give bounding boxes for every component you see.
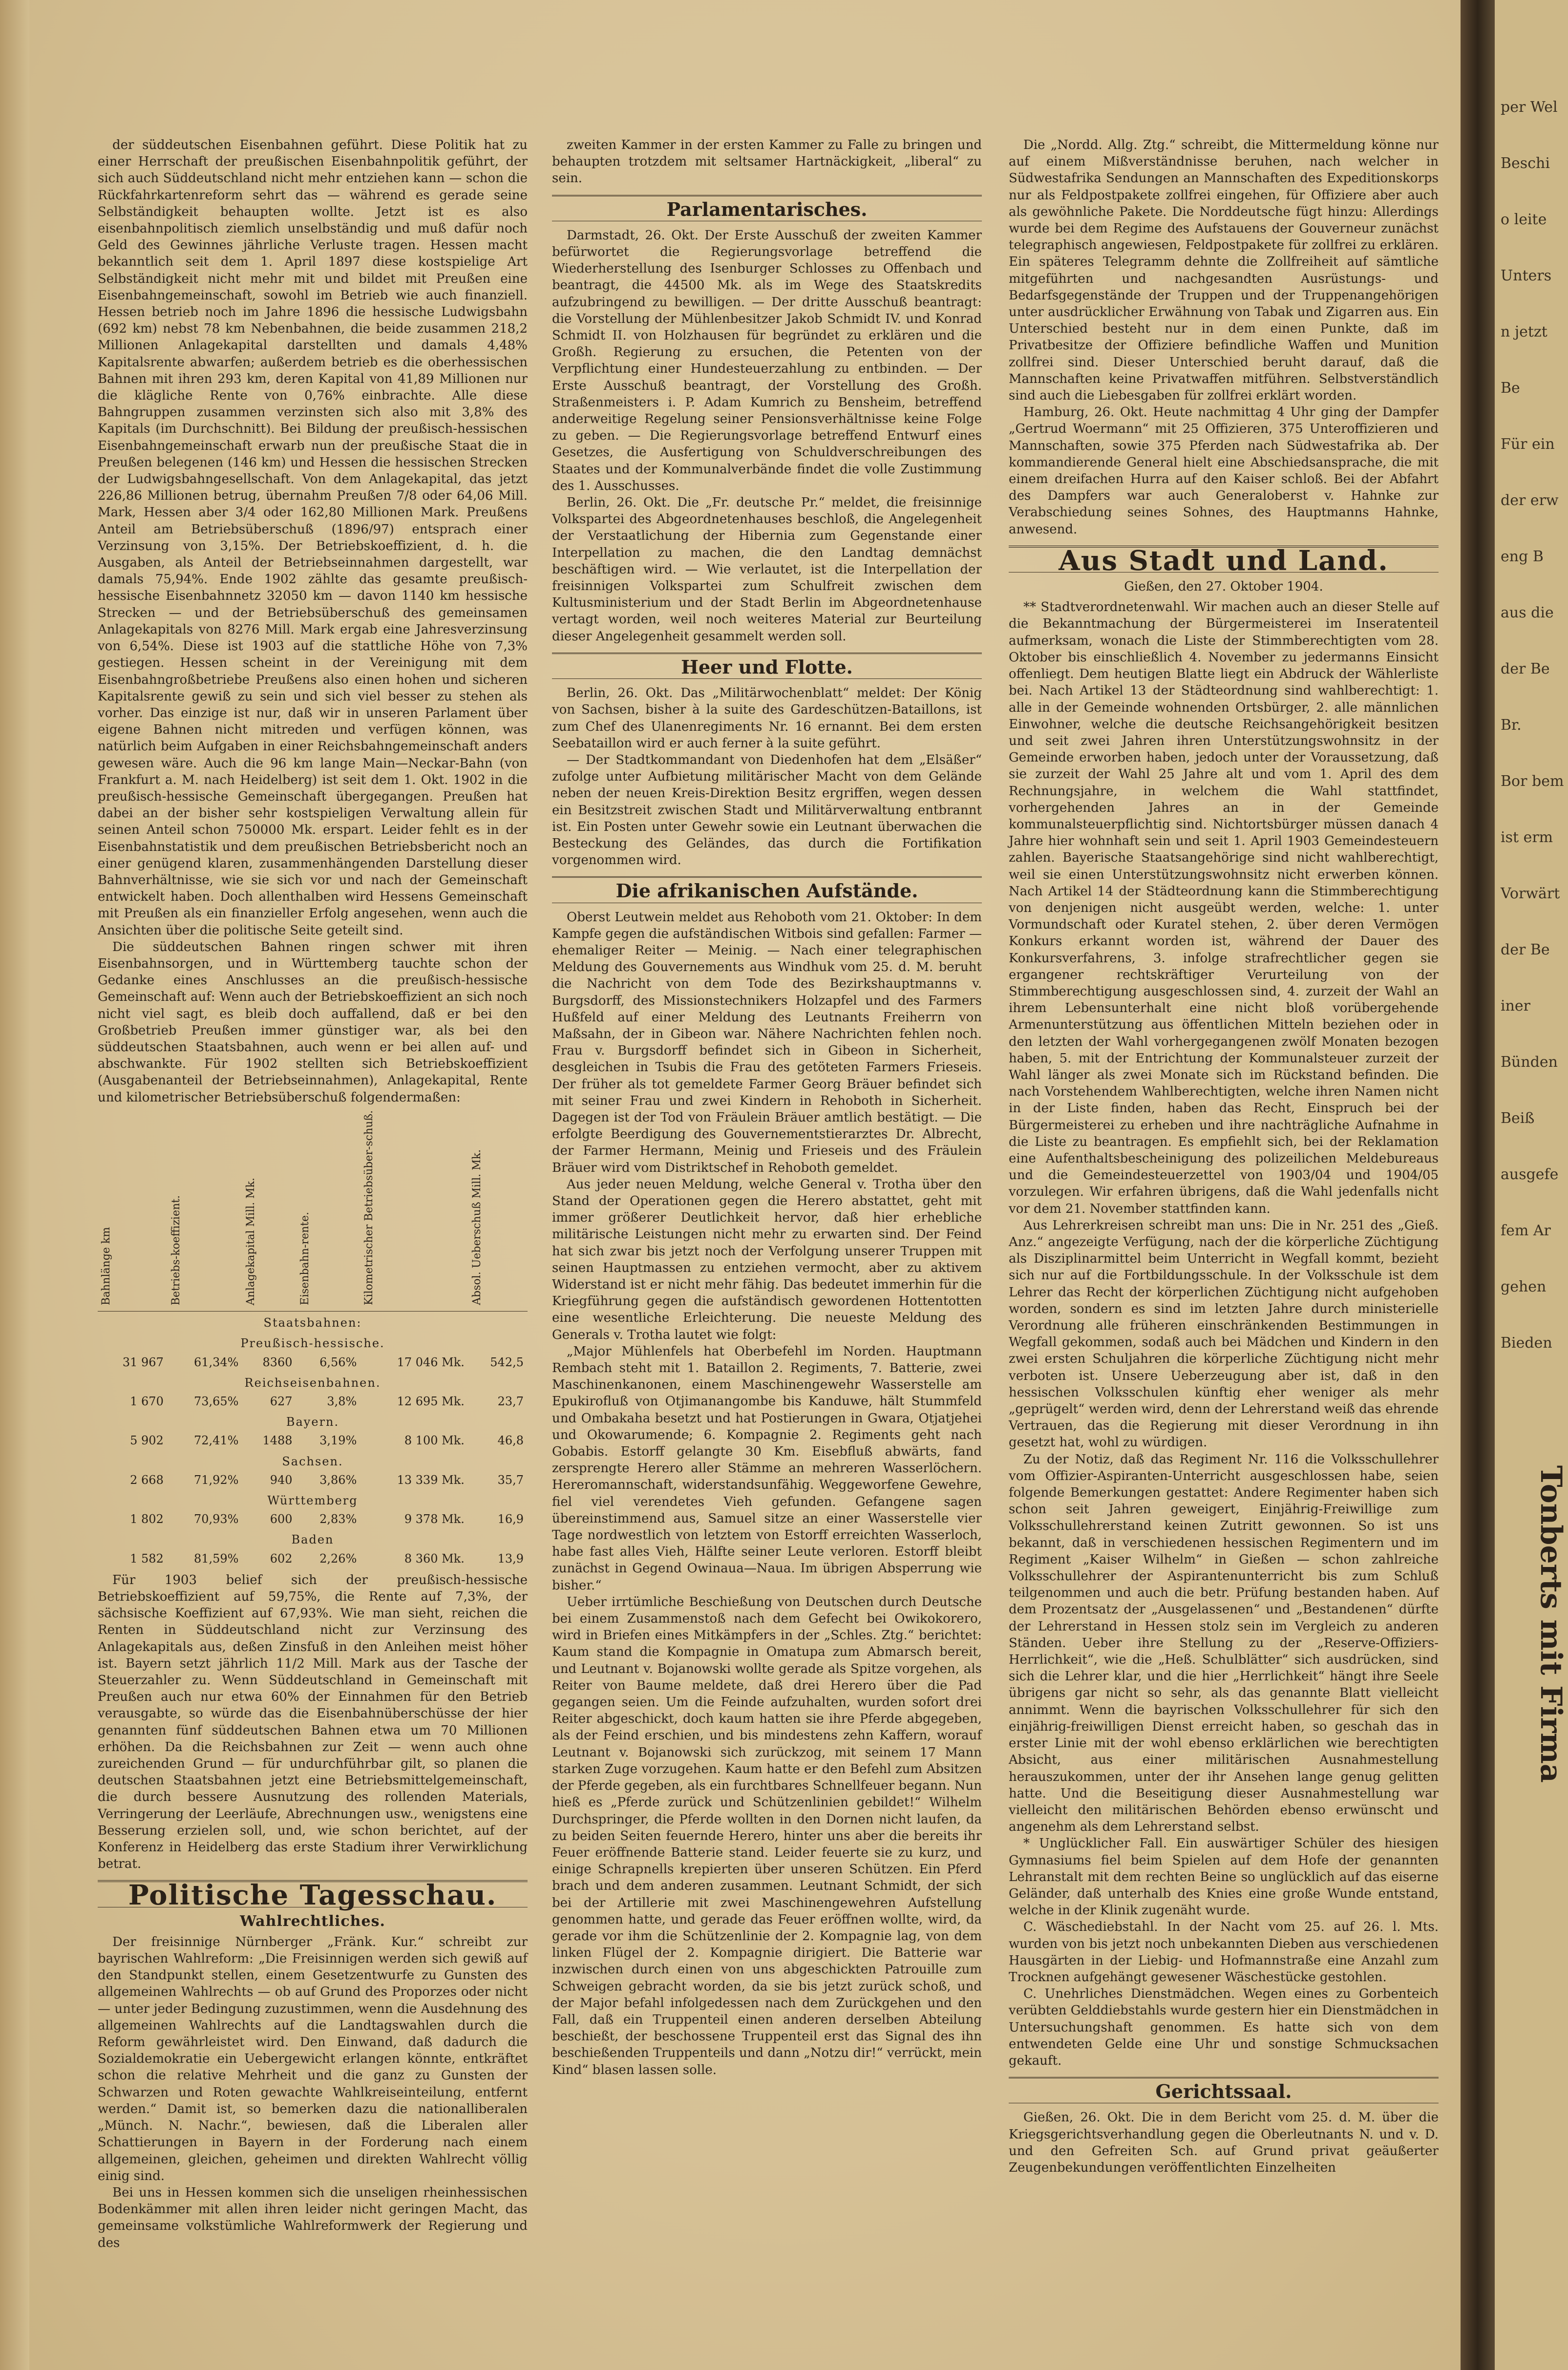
article-paragraph: „Major Mühlenfels hat Oberbefehl im Norden. Hauptmann Rembach steht mit 1. Bataillon 2. Regiments, 7. Batterie, zwei Maschinenkanonen, einem Maschinengewehr Wasserstelle am Epukirofluß von Otjimanangombe bis Kanduwe, hält Stummfeld und Ombakaha besetzt und hat Postierungen in Gwara, Otjatjehei und Okowarumende; 6. Kompagnie 2. Regiments geht nach Gobabis. Estorff gelangte 30 Km. Eisebfluß abwärts, fand zersprengte Herero aller Stämme an mehreren Wasserlöchern. Hereromannschaft, widerstandsunfähig. Weggeworfene Gewehre, fiel viel verendetes Vieh gefunden. Gefangene sagen übereinstimmend aus, Samuel sitze an einer Wasserstelle vier Tage nordwestlich von letztem von Estorff erreichten Wasserloch, habe fast alles Vieh, Hälfte seiner Leute verloren. Estorff bleibt zunächst in Gegend Owinaua—Naua. Im übrigen Absperrung wie bisher.“ <box>552 1344 982 1593</box>
table-cell: 35,7 <box>497 1473 524 1487</box>
article-paragraph: Aus Lehrerkreisen schreibt man uns: Die in Nr. 251 des „Gieß. Anz.“ angezeigte Verfügung, nach der die körperliche Züchtigung als Disziplinarmittel beim Unterricht in Wegfall kommt, bezieht sich nur auf die Fortbildungsschule. In der Volksschule ist dem Lehrer das Recht der körperlichen Züchtigung nicht aufgehoben worden, sondern es sind im letzten Jahre durch ministerielle Verordnung alle früheren einschränkenden Bestimmungen in Wegfall gekommen, sodaß auch bei Mädchen und Kindern in den zwei ersten Schuljahren die körperliche Züchtigung nicht mehr verboten ist. Unsere Ueberzeugung aber ist, daß in den hessischen Volksschulen künftig eher weniger als mehr „geprügelt“ werden wird, denn der Lehrerstand weiß das ehrende Vertrauen, das die Regierung mit dieser Verordnung in ihn gesetzt hat, wohl zu würdigen. <box>1009 1218 1439 1450</box>
section-heading-african-uprisings: Die afrikanischen Aufstände. <box>552 876 982 903</box>
article-paragraph: Bei uns in Hessen kommen sich die unseligen rheinhessischen Bodenkämmer mit allen ihren leider nicht geringen Macht, das gemeinsame volkstümliche Wahlreformwerk der Regierung und des <box>98 2185 528 2250</box>
adjacent-page-fragment: aus die <box>1501 604 1554 621</box>
table-cell: 8360 <box>262 1355 293 1369</box>
table-group-label: Preußisch-hessische. <box>240 1336 385 1351</box>
table-cell: 16,9 <box>497 1512 524 1526</box>
table-row <box>98 1392 528 1411</box>
table-cell: 9 378 Mk. <box>404 1512 465 1526</box>
table-cell: 1 670 <box>130 1394 164 1408</box>
table-cell: 3,86% <box>319 1473 357 1487</box>
adjacent-page-fragment: der erw <box>1501 492 1559 509</box>
book-binding-gutter <box>1461 0 1495 2370</box>
article-paragraph: Der freisinnige Nürnberger „Fränk. Kur.“ schreibt zur bayrischen Wahlreform: „Die Freisinnigen werden sich gewiß auf den Standpunkt stellen, einem Gesetzentwurfe zu Gunsten des allgemeinen Wahlrechts — ob auf Grund des Proporzes oder nicht — unter jeder Bedingung zuzustimmen, wenn die Ausdehnung des allgemeinen Wahlrechts auf die Landtagswahlen durch die Reform gewährleistet wird. Den Einwand, daß dadurch die Sozialdemokratie ein Uebergewicht erlangen könnte, entkräftet schon die relative Mehrheit und die ganz zu Gunsten der Schwarzen und Roten gewachte Wahlkreiseinteilung, entfernt werden.“ Damit ist, so bemerken dazu die nationalliberalen „Münch. N. Nachr.“, bewiesen, daß die Liberalen aller Schattierungen in Bayern in der Forderung nach einem allgemeinen, gleichen, geheimen und direkten Wahlrecht völlig einig sind. <box>98 1934 528 2183</box>
article-paragraph: C. Wäschediebstahl. In der Nacht vom 25. auf 26. l. Mts. wurden von bis jetzt noch unbekannten Dieben aus verschiedenen Hausgärten in der Liebig- und Hofmannstraße eine Anzahl zum Trocknen aufgehängt gewesener Wäschestücke gestohlen. <box>1009 1920 1439 1985</box>
table-cell: 6,56% <box>319 1355 357 1369</box>
article-paragraph: Hamburg, 26. Okt. Heute nachmittag 4 Uhr ging der Dampfer „Gertrud Woermann“ mit 25 Offizieren, 375 Unteroffizieren und Mannschaften, sowie 375 Pferden nach Südwestafrika ab. Der kommandierende General hielt eine Abschiedsansprache, die mit einem dreifachen Hurra auf den Kaiser schloß. Bei der Abfahrt des Dampfers war auch Generaloberst v. Hahnke zur Verabschiedung seines Sohnes, des Hauptmanns Hahnke, anwesend. <box>1009 405 1439 537</box>
article-paragraph: Berlin, 26. Okt. Die „Fr. deutsche Pr.“ meldet, die freisinnige Volkspartei des Abgeordnetenhauses beschloß, die Angelegenheit der Verstaatlichung der Hibernia zum Gegenstande einer Interpellation zu machen, die den Landtag demnächst beschäftigen wird. — Wie verlautet, ist die Interpellation der freisinnigen Volkspartei zum Schulfreit zwischen dem Kultusministerium und der Stadt Berlin im Abgeordnetenhause vertagt worden, weil noch weiteres Material zur Beurteilung dieser Angelegenheit gesammelt werden soll. <box>552 495 982 644</box>
table-cell: 23,7 <box>497 1394 524 1408</box>
table-row <box>98 1431 528 1450</box>
table-cell: 72,41% <box>193 1434 239 1448</box>
page-edge-left <box>0 0 29 2370</box>
article-paragraph: — Der Stadtkommandant von Diedenhofen hat dem „Elsäßer“ zufolge unter Aufbietung militärischer Macht von dem Gelände neben der neuen Kreis-Direktion Besitz ergriffen, wegen dessen ein Besitzstreit zwischen Stadt und Militärverwaltung entbrannt ist. Ein Posten unter Gewehr sowie ein Leutnant überwachen die Besteckung des Geländes, das durch die Fortifikation vorgenommen wird. <box>552 752 982 868</box>
adjacent-page-fragment: Unters <box>1501 267 1552 284</box>
table-cell: 940 <box>270 1473 293 1487</box>
table-cell: 31 967 <box>122 1355 164 1369</box>
table-header: Eisenbahn-rente. <box>298 1211 311 1305</box>
section-heading-city-country: Aus Stadt und Land. <box>1009 546 1439 572</box>
table-cell: 1488 <box>262 1434 293 1448</box>
table-title: Staatsbahnen: <box>263 1316 362 1330</box>
adjacent-page-fragment: der Be <box>1501 941 1550 958</box>
adjacent-page-vertical-heading: Tonberts mit Firma <box>1534 1465 1568 1783</box>
table-cell: 12 695 Mk. <box>397 1394 465 1408</box>
article-railway-paragraph: Die süddeutschen Bahnen ringen schwer mit ihren Eisenbahnsorgen, und in Württemberg tauchte schon der Gedanke eines Anschlusses an die preußisch-hessische Gemeinschaft auf: Wenn auch der Betriebskoeffizient an sich noch nicht viel sagt, es bleib doch auffallend, daß er bei den Großbetrieb Preußen immer günstiger war, als bei den süddeutschen Staatsbahnen, auch wenn er bei allen auf- und abschwankte. Für 1902 stellten sich Betriebskoeffizient (Ausgabenanteil der Betriebseinnahmen), Anlagekapital, Rente und kilometrischer Betriebsüberschuß folgendermaßen: <box>98 939 528 1105</box>
table-group-label: Reichseisenbahnen. <box>244 1375 381 1390</box>
table-cell: 600 <box>270 1512 293 1526</box>
adjacent-page-fragment: n jetzt <box>1501 323 1547 340</box>
table-header: Bahnlänge km <box>100 1227 112 1305</box>
adjacent-page-fragment: Bünden <box>1501 1054 1558 1071</box>
table-cell: 61,34% <box>193 1355 239 1369</box>
table-cell: 2,26% <box>319 1551 357 1566</box>
table-cell: 8 360 Mk. <box>404 1551 465 1566</box>
table-cell: 5 902 <box>130 1434 164 1448</box>
article-paragraph: * Unglücklicher Fall. Ein auswärtiger Schüler des hiesigen Gymnasiums fiel beim Spielen auf dem Hofe der genannten Lehranstalt mit dem rechten Beine so unglücklich auf das eiserne Geländer, daß unterhalb des Knies eine große Wunde entstand, welche in der Klinik zugenäht wurde. <box>1009 1836 1439 1918</box>
table-cell: 13,9 <box>497 1551 524 1566</box>
table-cell: 1 802 <box>130 1512 164 1526</box>
table-cell: 2 668 <box>130 1473 164 1487</box>
column-1 <box>98 137 528 2251</box>
article-paragraph: Die „Nordd. Allg. Ztg.“ schreibt, die Mittermeldung könne nur auf einem Mißverständnisse beruhen, nach welcher in Südwestafrika Sendungen an Mannschaften des Expeditionskorps nur als Feldpostpakete zollfrei eingehen, für Offiziere aber auch als gewöhnliche Pakete. Die Norddeutsche fügt hinzu: Allerdings wurde bei dem Regime des Aufstauens der Gouverneur zunächst telegraphisch angewiesen, Feldpostpakete für zollfrei zu erklären. Ein späteres Telegramm dehnte die Zollfreiheit auf sämtliche mitgeführten und nachgesandten Ausrüstungs- und Bedarfsgegenstände der Truppen und der Truppenangehörigen unter ausdrücklicher Erwähnung von Tabak und Zigarren aus. Ein Unterschied besteht nur in dem einen Punkte, daß im Privatbesitze der Offiziere befindliche Waffen und Munition zollfrei sind. Dieser Unterschied beruht darauf, daß die Mannschaften keine Privatwaffen mitführen. Selbstverständlich sind auch die Liebesgaben für zollfrei erklärt worden. <box>1009 138 1439 403</box>
adjacent-page-fragment: o leite <box>1501 211 1547 228</box>
table-cell: 627 <box>270 1394 293 1408</box>
table-cell: 602 <box>270 1551 293 1566</box>
table-cell: 70,93% <box>193 1512 239 1526</box>
adjacent-page-fragment: gehen <box>1501 1278 1547 1295</box>
table-header: Anlagekapital Mill. Mk. <box>245 1177 257 1305</box>
table-cell: 13 339 Mk. <box>397 1473 465 1487</box>
adjacent-page-fragment: Für ein <box>1501 436 1555 453</box>
section-heading-court: Gerichtssaal. <box>1009 2077 1439 2103</box>
dateline: Gießen, den 27. Oktober 1904. <box>1124 579 1323 594</box>
subheading-wahlrecht: Wahlrechtliches. <box>240 1912 385 1930</box>
article-paragraph: zweiten Kammer in der ersten Kammer zu Falle zu bringen und behaupten trotzdem mit seltsamer Hartnäckigkeit, „liberal“ zu sein. <box>552 138 982 186</box>
adjacent-page-fragment: Vorwärt <box>1501 885 1560 902</box>
article-paragraph: Berlin, 26. Okt. Das „Militärwochenblatt“ meldet: Der König von Sachsen, bisher à la suite des Gardeschützen-Bataillons, ist zum Chef des Ulanenregiments Nr. 16 ernannt. Bei dem ersten Seebataillon wird er auch ferner à la suite geführt. <box>552 686 982 751</box>
article-paragraph: Aus jeder neuen Meldung, welche General v. Trotha über den Stand der Operationen gegen die Herero abstattet, geht mit immer größerer Deutlichkeit hervor, daß hier erhebliche militärische Leistungen nicht mehr zu erwarten sind. Der Feind hat sich zwar bis jetzt noch der Verfolgung unserer Truppen mit seinen Hauptmassen zu entziehen vermocht, aber zu aktivem Widerstand ist er nicht mehr fähig. Das bedeutet immerhin für die Kriegführung gegen die aufständisch gewordenen Hottentotten eine wesentliche Erleichterung. Die neueste Meldung des Generals v. Trotha lautet wie folgt: <box>552 1177 982 1342</box>
article-railway-paragraph: der süddeutschen Eisenbahnen geführt. Diese Politik hat zu einer Herrschaft der preußischen Eisenbahnpolitik geführt, der sich auch Süddeutschland nicht mehr entziehen kann — schon die Rückfahrkartenreform sehrt das — während es gerade seine Selbständigkeit behaupten wollte. Jetzt ist es also eisenbahnpolitisch ziemlich unselbständig und muß dafür noch Geld des Gewinnes jährliche Verluste tragen. Hessen macht bekanntlich seit dem 1. April 1897 diese kostspielige Art Selbständigkeit nicht mehr mit und bildet mit Preußen eine Eisenbahngemeinschaft, sowohl im Betrieb wie auch finanziell. Hessen betrieb noch im Jahre 1896 die hessische Ludwigsbahn (692 km) nebst 78 km Nebenbahnen, die beide zusammen 218,2 Millionen Anlagekapital darstellten und damals 4,48% Kapitalsrente abwarfen; außerdem betrieb es die oberhessischen Bahnen mit ihren 293 km, deren Kapital von 41,89 Millionen nur die klägliche Rente von 0,76% einbrachte. Alle diese Bahngruppen zusammen verzinsten sich also mit 3,8% des Kapitals (im Durchschnitt). Bei Bildung der preußisch-hessischen Eisenbahngemeinschaft erwarb nun der preußische Staat die in Preußen belegenen (146 km) und Hessen die hessischen Strecken der Ludwigsbahngesellschaft. Von dem Anlagekapital, das jetzt 226,86 Millionen betrug, übernahm Preußen 7/8 oder 64,06 Mill. Mark, Hessen aber 3/4 oder 162,80 Millionen Mark. Preußens Anteil am Betriebsüberschuß (1896/97) entsprach einer Verzinsung von 3,15%. Der Betriebskoeffizient, d. h. die Ausgaben, als Anteil der Betriebseinnahmen dargestellt, war damals 75,94%. Ende 1902 zählte das gesamte preußisch-hessische Eisenbahnnetz 32050 km — davon 1140 km hessische Strecken — und der Betriebsüberschuß des gemeinsamen Anlagekapitals von 8276 Mill. Mark ergab eine Jahresverzinsung von 6,54%. Diese ist 1903 auf die stattliche Höhe von 7,3% gestiegen. Hessen scheint in der Vereinigung mit dem Eisenbahngroßbetriebe Preußens also einen hohen und sicheren Kapitalsrente gewiß zu sein und sich viel besser zu stehen als vorher. Das einzige ist nur, daß wir in unseren Parlament über eigene Bahnen nicht mitreden und verfügen können, was natürlich beim Aufgaben in einer Reichsbahngemeinschaft anders gewesen wäre. Auch die 96 km lange Main—Neckar-Bahn (von Frankfurt a. M. nach Heidelberg) ist seit dem 1. Okt. 1902 in die preußisch-hessische Gemeinschaft übergegangen. Preußen hat dabei an der bisher sehr kostspieligen Verwaltung allein für seinen Anteil schon 750000 Mk. erspart. Leider fehlt es in der Eisenbahnstatistik und dem preußischen Betriebsbericht noch an einer genügend klaren, zusammenhängenden Darstellung dieser Bahnverhältnisse, wie sie sich vor und nach der Gemeinschaft entwickelt haben. Doch allenthalben wird Hessens Gemeinschaft mit Preußen als ein finanzieller Erfolg angesehen, wenn auch die Ansichten über die politische Seite geteilt sind. <box>98 138 528 938</box>
table-row <box>98 1353 528 1372</box>
table-row <box>98 1510 528 1528</box>
table-cell: 3,8% <box>327 1394 357 1408</box>
table-cell: 71,92% <box>193 1473 239 1487</box>
table-cell: 1 582 <box>130 1551 164 1566</box>
table-group-label: Bayern. <box>286 1415 339 1429</box>
article-paragraph: Gießen, 26. Okt. Die in dem Bericht vom 25. d. M. über die Kriegsgerichtsverhandlung gegen die Oberleutnants N. und v. D. und den Gefreiten Sch. auf Grund privat geäußerter Zeugenbekundungen veröffentlichten Einzelheiten <box>1009 2110 1439 2175</box>
table-cell: 81,59% <box>193 1551 239 1566</box>
article-paragraph: C. Unehrliches Dienstmädchen. Wegen eines zu Gorbenteich verübten Gelddiebstahls wurde gestern hier ein Dienstmädchen in Untersuchungshaft genommen. Es hatte sich von dem entwendeten Gelde eine Uhr und sonstige Schmucksachen gekauft. <box>1009 1987 1439 2068</box>
adjacent-page-fragment: Bieden <box>1501 1334 1552 1352</box>
railway-statistics-table <box>98 1110 528 1568</box>
table-cell: 8 100 Mk. <box>404 1434 465 1448</box>
table-cell: 2,83% <box>319 1512 357 1526</box>
article-paragraph: Zu der Notiz, daß das Regiment Nr. 116 die Volksschullehrer vom Offizier-Aspiranten-Unterricht ausgeschlossen habe, seien folgende Bemerkungen gestattet: Andere Regimenter haben sich schon seit Jahren geweigert, Einjährig-Freiwillige zum Volksschullehrerstand keinen Zutritt gewonnen. So ist uns bekannt, daß in verschiedenen hessischen Regimentern und im Regiment „Kaiser Wilhelm“ in Gießen — schon zahlreiche Volksschullehrer der Aspirantenunterricht bis zum Schluß teilgenommen und auch die betr. Prüfung bestanden haben. Auf dem Prozentsatz der „Ausgelassenen“ und „Bestandenen“ dürfte der Lehrerstand in Hessen stolz sein im Vergleich zu anderen Ständen. Ueber ihre Stellung zu der „Reserve-Offiziers-Herrlichkeit“, wie die „Heß. Schulblätter“ sich ausdrücken, sind sich die Lehrer klar, und die hier „Herrlichkeit“ hängt ihre Seele übrigens gar nicht so sehr, als das genannte Blatt vielleicht annimmt. Wenn die bayrischen Volksschullehrer für sich den einjährig-freiwilligen Dienst erreicht haben, so geschah das in erster Linie mit der wohl ebenso erklärlichen wie berechtigten Absicht, aus einer militärischen Ausnahmestellung herauszukommen, unter der ihr Ansehen lange genug gelitten hatte. Und die Beseitigung dieser Ausnahmestellung war vielleicht den militärischen Behörden ebenso erwünscht und angenehm als dem Lehrerstand selbst. <box>1009 1452 1439 1835</box>
adjacent-page-fragment: iner <box>1501 997 1531 1015</box>
adjacent-page-fragment: der Be <box>1501 660 1550 677</box>
adjacent-page-strip <box>1495 0 1568 2370</box>
section-heading-politics: Politische Tagesschau. <box>98 1880 528 1907</box>
article-paragraph: ** Stadtverordnetenwahl. Wir machen auch an dieser Stelle auf die Bekanntmachung der Bürgermeisterei im Inseratenteil aufmerksam, wonach die Liste der Stimmberechtigten vom 28. Oktober bis einschließlich 4. November zu jedermanns Einsicht offenliegt. Dem heutigen Blatte liegt ein Abdruck der Wählerliste bei. Nach Artikel 13 der Städteordnung sind wahlberechtigt: 1. alle in der Gemeinde wohnenden Ortsbürger, 2. alle männlichen Einwohner, welche die deutsche Reichsangehörigkeit besitzen und seit zwei Jahren ihren Unterstützungswohnsitz in der Gemeinde erworben haben, jedoch unter der Voraussetzung, daß sie zurzeit der Wahl 25 Jahre alt und vom 1. April des dem Rechnungsjahre, in welchem die Wahl stattfindet, vorhergehenden Jahres an in der Gemeinde kommunalsteuerpflichtig sind. Nichtortsbürger müssen danach 4 Jahre hier wohnhaft sein und seit 1. April 1903 Gemeindesteuern zahlen. Bayerische Staatsangehörige sind nicht wahlberechtigt, weil sie einen Unterstützungswohnsitz nicht erwerben können. Nach Artikel 14 der Städteordnung kann die Stimmberechtigung von denjenigen nicht ausgeübt werden, welche: 1. unter Vormundschaft oder Kuratel stehen, 2. über deren Vermögen Konkurs erkannt worden ist, während der Dauer des Konkursverfahrens, 3. infolge strafrechtlicher gegen sie ergangener rechtskräftiger Verurteilung von der Stimmberechtigung ausgeschlossen sind, 4. zurzeit der Wahl an ihrem Lebensunterhalt eine nicht bloß vorübergehende Armenunterstützung aus öffentlichen Mitteln beziehen oder in den letzten der Wahl vorhergegangenen zwölf Monaten bezogen haben, 5. mit der Entrichtung der Kommunalsteuer zurzeit der Wahl länger als zwei Monate sich im Rückstand befinden. Die nach Vorstehendem Wahlberechtigten, welche ihren Namen nicht in der Liste finden, haben das Recht, Einspruch bei der Bürgermeisterei zu erheben und ihre nachträgliche Aufnahme in die Liste zu beantragen. Es empfiehlt sich, bei der Reklamation eine Aufenthaltsbescheinigung des polizeilichen Meldebureaus und die Gemeindesteuerzettel von 1903/04 und 1904/05 vorzulegen. Wir erfahren übrigens, daß die Wahl jedenfalls nicht vor dem 21. November stattfinden kann. <box>1009 600 1439 1216</box>
table-cell: 73,65% <box>193 1394 239 1408</box>
section-heading-parliament: Parlamentarisches. <box>552 195 982 221</box>
table-cell: 17 046 Mk. <box>397 1355 465 1369</box>
table-cell: 3,19% <box>319 1434 357 1448</box>
adjacent-page-fragment: Br. <box>1501 717 1522 734</box>
adjacent-page-fragment: ist erm <box>1501 829 1553 846</box>
column-3 <box>1009 137 1439 2176</box>
adjacent-page-fragment: Bor bem <box>1501 773 1564 790</box>
article-paragraph: Oberst Leutwein meldet aus Rehoboth vom 21. Oktober: In dem Kampfe gegen die aufständischen Witbois sind gefallen: Farmer — ehemaliger Reiter — Meinig. — Nach einer telegraphischen Meldung des Gouvernements aus Windhuk vom 25. d. M. beruht die Nachricht von dem Tode des Bezirkshauptmanns v. Burgsdorff, des Missionstechnikers Holzapfel und des Farmers Hußfeld auf einer Meldung des Leutnants Freiherrn von Maßsahn, der in Gibeon war. Nähere Nachrichten fehlen noch. Frau v. Burgsdorff befindet sich in Gibeon in Sicherheit, desgleichen in Tsubis die Frau des getöteten Farmers Frieseis. Der früher als tot gemeldete Farmer Georg Bräuer befindet sich mit seiner Frau und zwei Kindern in Rehoboth in Sicherheit. Dagegen ist der Tod von Fräulein Bräuer amtlich bestätigt. — Die erfolgte Beerdigung des Gouvernementstierarztes Dr. Albrecht, der Farmer Hermann, Meinig und Frieseis und des Fräulein Bräuer wird vom Distriktschef in Rehoboth gemeldet. <box>552 910 982 1175</box>
table-group-label: Baden <box>291 1533 334 1547</box>
section-heading-army-navy: Heer und Flotte. <box>552 653 982 679</box>
table-cell: 46,8 <box>497 1434 524 1448</box>
article-paragraph: Ueber irrtümliche Beschießung von Deutschen durch Deutsche bei einem Zusammenstoß nach dem Gefecht bei Owikokorero, wird in Briefen eines Mitkämpfers in der „Schles. Ztg.“ berichtet: Kaum stand die Kompagnie in Omatupa zum Abmarsch bereit, und Leutnant v. Bojanowski wollte gerade als Spitze vorgehen, als Reiter von Baume meldete, daß drei Herero über die Pad gegangen seien. Um die Feinde aufzuhalten, wurden sofort drei Reiter abgeschickt, doch kaum hatten sie ihre Pferde abgegeben, als der Feind erschien, und bis mindestens zehn Kaffern, worauf Leutnant v. Bojanowski sich zurückzog, mit seinem 17 Mann starken Zuge vorzugehen. Kaum hatte er den Befehl zum Absitzen der Pferde gegeben, als ein furchtbares Schnellfeuer begann. Nun hieß es „Pferde zurück und Schützenlinien gebildet!“ Wilhelm Durchspringer, die Pferde wollten in den Dornen nicht laufen, da zu beiden Seiten feuernde Herero, hinter uns aber die bereits ihr Feuer eröffnende Batterie stand. Leider feuerte sie zu kurz, und einige Schrapnells krepierten über unseren Schützen. Ein Pferd brach und dem anderen zusammen. Leutnant Schmidt, der sich bei der Artillerie mit zwei Maschinengewehren Aufstellung genommen hatte, und gerade das Feuer eröffnen wollte, wird, da gerade vor ihm die Schützenlinie der 2. Kompagnie lag, von dem linken Flügel der 2. Kompagnie dirigiert. Die Batterie war inzwischen durch einen von uns abgeschickten Patrouille zum Schweigen gebracht worden, da sie bis jetzt zurück schoß, und der Major befahl infolgedessen nach dem Zurückgehen und den Fall, daß ein Truppenteil einen anderen derselben Abteilung beschießt, der beschossene Truppenteil erst das Signal des ihn beschießenden Truppenteils und dann „Notzu dir!“ verrückt, mein Kind“ blasen lassen solle. <box>552 1594 982 2077</box>
column-2 <box>552 137 982 2078</box>
adjacent-page-fragment: ausgefe <box>1501 1166 1559 1183</box>
adjacent-page-fragment: per Wel <box>1501 99 1558 116</box>
adjacent-page-fragment: fem Ar <box>1501 1222 1551 1239</box>
article-railway-paragraph: Für 1903 belief sich der preußisch-hessische Betriebskoeffizient auf 59,75%, die Rente auf 7,3%, der sächsische Koeffizient auf 67,93%. Wie man sieht, reichen die Renten in Süddeutschland nicht zur Verzinsung des Anlagekapitals aus, deßen Zinsfuß in den Anleihen meist höher ist. Bayern setzt jährlich 11/2 Mill. Mark aus der Tasche der Steuerzahler zu. Wenn Süddeutschland in Gemeinschaft mit Preußen auch nur etwa 60% der Einnahmen für den Betrieb verausgabte, so würde das die Eisenbahnüberschüsse der hier genannten fünf süddeutschen Bahnen etwa um 70 Millionen erhöhen. Da die Reichsbahnen zur Zeit — wenn auch ohne zureichenden Grund — für undurchführbar gilt, so planen die deutschen Staatsbahnen jetzt eine Betriebsmittelgemeinschaft, die durch bessere Ausnutzung des rollenden Materials, Verringerung der Leerläufe, Abrechnungen usw., wenigstens eine Besserung erzielen soll, und, wie schon berichtet, auf der Konferenz in Heidelberg das erste Stadium ihrer Verwirklichung betrat. <box>98 1572 528 1872</box>
adjacent-page-fragment: Beschi <box>1501 155 1550 172</box>
table-group-label: Württemberg <box>267 1493 358 1507</box>
table-cell: 542,5 <box>490 1355 524 1369</box>
adjacent-page-fragment: eng B <box>1501 548 1544 565</box>
table-header: Kilometrischer Betriebsüber-schuß. <box>363 1110 376 1305</box>
adjacent-page-fragment: Beiß <box>1501 1110 1535 1127</box>
table-group-label: Sachsen. <box>282 1454 343 1468</box>
table-header: Betriebs-koeffizient. <box>170 1195 182 1305</box>
article-paragraph: Darmstadt, 26. Okt. Der Erste Ausschuß der zweiten Kammer befürwortet die Regierungsvorlage betreffend die Wiederherstellung des Isenburger Schlosses zu Offenbach und beantragt, die 44500 Mk. als im Wege des Staatskredits aufzubringend zu bewilligen. — Der dritte Ausschuß beantragt: die Vorstellung der Mühlenbesitzer Jakob Schmidt IV. und Konrad Schmidt II. von Holzhausen für begründet zu erklären und die Großh. Regierung zu ersuchen, die Petenten von der Verpflichtung einer Hundesteuerzahlung zu entbinden. — Der Erste Ausschuß beantragt, der Vorstellung des Großh. Straßenmeisters i. P. Adam Kumrich zu Bensheim, betreffend anderweitige Regelung seiner Pensionsverhältnisse keine Folge zu geben. — Die Regierungsvorlage betreffend Entwurf eines Gesetzes, die Ausfertigung von Schuldverschreibungen des Staates und der Kommunalverbände findet die volle Zustimmung des 1. Ausschusses. <box>552 228 982 493</box>
table-header: Absol. Ueberschuß Mill. Mk. <box>470 1149 483 1305</box>
table-row <box>98 1471 528 1489</box>
adjacent-page-fragment: Be <box>1501 380 1520 397</box>
table-row <box>98 1549 528 1568</box>
